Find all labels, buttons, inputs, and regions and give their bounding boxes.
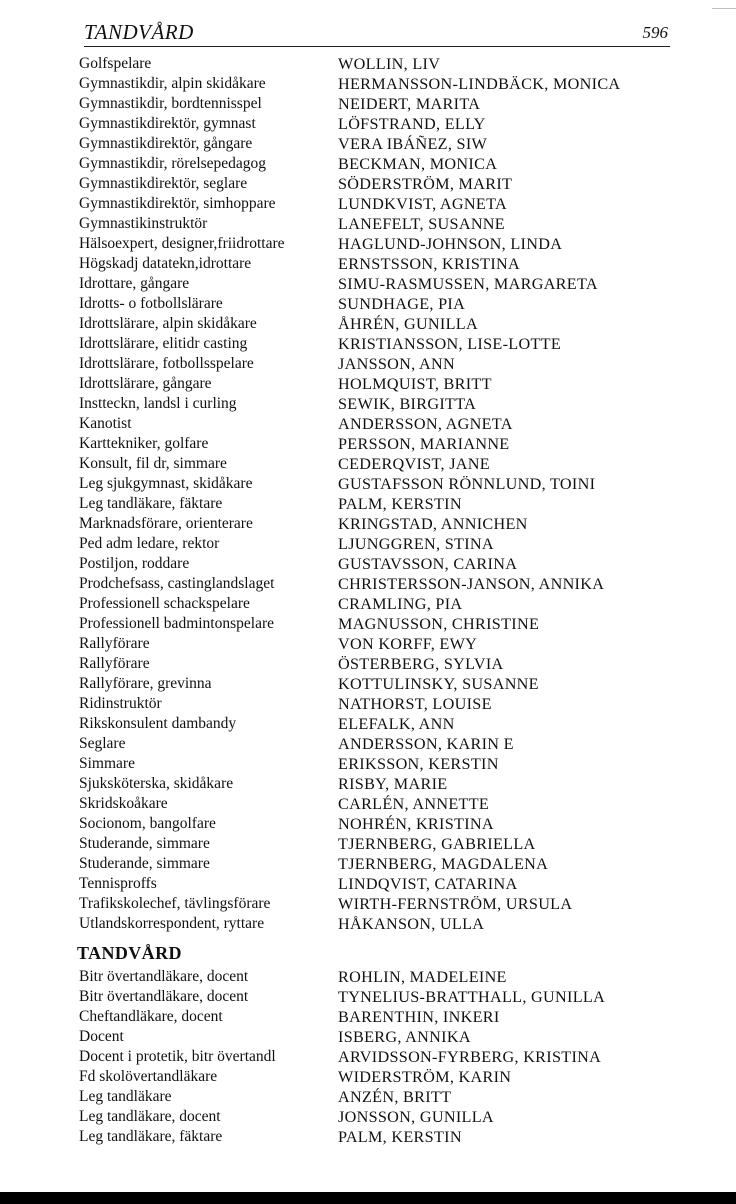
list-item <box>79 614 679 634</box>
list-item <box>79 54 679 74</box>
entry-name: VON KORFF, EWY <box>338 635 478 653</box>
entry-name: WIDERSTRÖM, KARIN <box>338 1068 512 1086</box>
entry-role: Marknadsförare, orienterare <box>79 515 253 532</box>
entry-role: Studerande, simmare <box>79 835 210 852</box>
entry-name: HÅKANSON, ULLA <box>338 915 485 933</box>
list-item <box>79 494 679 514</box>
list-item <box>79 594 679 614</box>
entry-name: TJERNBERG, GABRIELLA <box>338 835 536 853</box>
entry-role: Leg tandläkare, fäktare <box>79 1128 223 1145</box>
entry-role: Gymnastikdir, rörelsepedagog <box>79 155 267 172</box>
list-item <box>79 454 679 474</box>
entry-name: GUSTAVSSON, CARINA <box>338 555 518 573</box>
list-item <box>79 914 679 934</box>
entry-role: Rallyförare, grevinna <box>79 675 212 692</box>
page-number: 596 <box>642 23 668 42</box>
list-item <box>79 334 679 354</box>
entry-name: JANSSON, ANN <box>338 355 455 373</box>
list-item <box>79 354 679 374</box>
entry-name: ARVIDSSON-FYRBERG, KRISTINA <box>338 1048 602 1066</box>
page-header <box>84 20 670 46</box>
list-item <box>79 114 679 134</box>
entry-name: KRISTIANSSON, LISE-LOTTE <box>338 335 562 353</box>
entry-name: LANEFELT, SUSANNE <box>338 215 505 233</box>
entry-role: Gymnastikdirektör, seglare <box>79 175 248 192</box>
list-item <box>79 834 679 854</box>
entry-name: MAGNUSSON, CHRISTINE <box>338 615 540 633</box>
entry-name: VERA IBÁÑEZ, SIW <box>338 135 488 153</box>
list-item <box>79 314 679 334</box>
entry-name: NEIDERT, MARITA <box>338 95 481 113</box>
list-item <box>79 1087 679 1107</box>
scan-edge-line <box>712 8 736 9</box>
entry-role: Leg sjukgymnast, skidåkare <box>79 475 253 492</box>
entry-role: Gymnastikdirektör, gymnast <box>79 115 256 132</box>
entry-role: Rallyförare <box>79 635 150 652</box>
list-item <box>79 434 679 454</box>
entry-name: ÅHRÉN, GUNILLA <box>338 315 478 333</box>
entry-role: Ped adm ledare, rektor <box>79 535 220 552</box>
list-item <box>79 394 679 414</box>
idrott-entry-list <box>79 54 679 934</box>
entry-role: Idrottslärare, gångare <box>79 375 212 392</box>
entry-name: ANDERSSON, AGNETA <box>338 415 513 433</box>
entry-name: ERNSTSSON, KRISTINA <box>338 255 520 273</box>
entry-name: ROHLIN, MADELEINE <box>338 968 507 986</box>
entry-name: JONSSON, GUNILLA <box>338 1108 494 1126</box>
entry-role: Gymnastikdir, alpin skidåkare <box>79 75 266 92</box>
entry-role: Karttekniker, golfare <box>79 435 209 452</box>
list-item <box>79 1127 679 1147</box>
entry-name: GUSTAFSSON RÖNNLUND, TOINI <box>338 475 596 493</box>
list-item <box>79 174 679 194</box>
entry-role: Instteckn, landsl i curling <box>79 395 237 412</box>
list-item <box>79 967 679 987</box>
list-item <box>79 674 679 694</box>
entry-name: PERSSON, MARIANNE <box>338 435 510 453</box>
entry-role: Fd skolövertandläkare <box>79 1068 218 1085</box>
list-item <box>79 1027 679 1047</box>
entry-role: Kanotist <box>79 415 132 432</box>
entry-role: Gymnastikdirektör, simhoppare <box>79 195 276 212</box>
entry-role: Konsult, fil dr, simmare <box>79 455 227 472</box>
entry-role: Professionell badmintonspelare <box>79 615 274 632</box>
entry-name: CRAMLING, PIA <box>338 595 463 613</box>
list-item <box>79 234 679 254</box>
entry-name: PALM, KERSTIN <box>338 1128 462 1146</box>
list-item <box>79 694 679 714</box>
list-item <box>79 374 679 394</box>
entry-role: Leg tandläkare <box>79 1088 172 1105</box>
list-item <box>79 987 679 1007</box>
list-item <box>79 574 679 594</box>
entry-role: Socionom, bangolfare <box>79 815 216 832</box>
entry-name: NOHRÉN, KRISTINA <box>338 815 494 833</box>
entry-role: Utlandskorrespondent, ryttare <box>79 915 265 932</box>
entry-name: LJUNGGREN, STINA <box>338 535 494 553</box>
entry-name: PALM, KERSTIN <box>338 495 462 513</box>
entry-name: LÖFSTRAND, ELLY <box>338 115 486 133</box>
list-item <box>79 1007 679 1027</box>
entry-role: Bitr övertandläkare, docent <box>79 968 249 985</box>
list-item <box>79 734 679 754</box>
list-item <box>79 94 679 114</box>
entry-role: Rallyförare <box>79 655 150 672</box>
entry-name: BECKMAN, MONICA <box>338 155 498 173</box>
tandvard-entry-list <box>79 967 679 1147</box>
entry-role: Cheftandläkare, docent <box>79 1008 223 1025</box>
entry-role: Idrottslärare, alpin skidåkare <box>79 315 257 332</box>
entry-name: ÖSTERBERG, SYLVIA <box>338 655 504 673</box>
list-item <box>79 214 679 234</box>
scan-bottom-edge <box>0 1192 736 1204</box>
list-item <box>79 1067 679 1087</box>
entry-role: Idrottare, gångare <box>79 275 190 292</box>
entry-role: Sjuksköterska, skidåkare <box>79 775 234 792</box>
entry-role: Docent <box>79 1028 124 1045</box>
entry-name: LUNDKVIST, AGNETA <box>338 195 507 213</box>
entry-role: Golfspelare <box>79 55 152 72</box>
entry-role: Seglare <box>79 735 126 752</box>
list-item <box>79 874 679 894</box>
entry-name: BARENTHIN, INKERI <box>338 1008 500 1026</box>
entry-role: Idrotts- o fotbollslärare <box>79 295 223 312</box>
list-item <box>79 294 679 314</box>
list-item <box>79 1047 679 1067</box>
entry-name: NATHORST, LOUISE <box>338 695 492 713</box>
entry-role: Hälsoexpert, designer,friidrottare <box>79 235 285 252</box>
entry-role: Prodchefsass, castinglandslaget <box>79 575 275 592</box>
entry-role: Studerande, simmare <box>79 855 210 872</box>
list-item <box>79 754 679 774</box>
list-item <box>79 1107 679 1127</box>
entry-name: HOLMQUIST, BRITT <box>338 375 492 393</box>
entry-role: Leg tandläkare, docent <box>79 1108 221 1125</box>
entry-role: Leg tandläkare, fäktare <box>79 495 223 512</box>
entry-name: ISBERG, ANNIKA <box>338 1028 471 1046</box>
entry-role: Gymnastikdirektör, gångare <box>79 135 253 152</box>
entry-role: Trafikskolechef, tävlingsförare <box>79 895 271 912</box>
list-item <box>79 514 679 534</box>
entry-role: Skridskoåkare <box>79 795 168 812</box>
entry-role: Tennisproffs <box>79 875 157 892</box>
list-item <box>79 274 679 294</box>
entry-name: WIRTH-FERNSTRÖM, URSULA <box>338 895 573 913</box>
list-item <box>79 474 679 494</box>
entry-name: SIMU-RASMUSSEN, MARGARETA <box>338 275 598 293</box>
entry-name: SUNDHAGE, PIA <box>338 295 466 313</box>
list-item <box>79 814 679 834</box>
entry-role: Gymnastikinstruktör <box>79 215 208 232</box>
entry-name: CARLÉN, ANNETTE <box>338 795 490 813</box>
section-heading-tandvard: TANDVÅRD <box>77 943 182 963</box>
entry-role: Postiljon, roddare <box>79 555 190 572</box>
list-item <box>79 194 679 214</box>
entry-role: Högskadj datatekn,idrottare <box>79 255 252 272</box>
list-item <box>79 794 679 814</box>
entry-name: CEDERQVIST, JANE <box>338 455 490 473</box>
entry-role: Idrottslärare, elitidr casting <box>79 335 248 352</box>
entry-role: Idrottslärare, fotbollsspelare <box>79 355 254 372</box>
entry-name: CHRISTERSSON-JANSON, ANNIKA <box>338 575 605 593</box>
entry-name: HAGLUND-JOHNSON, LINDA <box>338 235 563 253</box>
entry-name: ELEFALK, ANN <box>338 715 455 733</box>
header-rule <box>84 46 670 47</box>
entry-name: RISBY, MARIE <box>338 775 448 793</box>
list-item <box>79 154 679 174</box>
list-item <box>79 74 679 94</box>
entry-name: LINDQVIST, CATARINA <box>338 875 518 893</box>
entry-name: KOTTULINSKY, SUSANNE <box>338 675 539 693</box>
entry-role: Gymnastikdir, bordtennisspel <box>79 95 262 112</box>
entry-name: HERMANSSON-LINDBÄCK, MONICA <box>338 75 621 93</box>
list-item <box>79 894 679 914</box>
entry-name: SEWIK, BIRGITTA <box>338 395 477 413</box>
list-item <box>79 414 679 434</box>
entry-role: Professionell schackspelare <box>79 595 250 612</box>
entry-name: TJERNBERG, MAGDALENA <box>338 855 549 873</box>
entry-name: ERIKSSON, KERSTIN <box>338 755 499 773</box>
entry-name: ANZÉN, BRITT <box>338 1088 452 1106</box>
list-item <box>79 774 679 794</box>
entry-name: KRINGSTAD, ANNICHEN <box>338 515 528 533</box>
entry-role: Simmare <box>79 755 135 772</box>
list-item <box>79 534 679 554</box>
entry-role: Bitr övertandläkare, docent <box>79 988 249 1005</box>
list-item <box>79 854 679 874</box>
entry-name: ANDERSSON, KARIN E <box>338 735 514 753</box>
list-item <box>79 134 679 154</box>
entry-name: TYNELIUS-BRATTHALL, GUNILLA <box>338 988 606 1006</box>
running-title: TANDVÅRD <box>84 20 194 44</box>
list-item <box>79 554 679 574</box>
list-item <box>79 654 679 674</box>
entry-role: Rikskonsulent dambandy <box>79 715 237 732</box>
entry-name: WOLLIN, LIV <box>338 55 441 73</box>
list-item <box>79 254 679 274</box>
list-item <box>79 634 679 654</box>
entry-name: SÖDERSTRÖM, MARIT <box>338 175 513 193</box>
entry-role: Ridinstruktör <box>79 695 162 712</box>
entry-role: Docent i protetik, bitr övertandl <box>79 1048 276 1065</box>
list-item <box>79 714 679 734</box>
